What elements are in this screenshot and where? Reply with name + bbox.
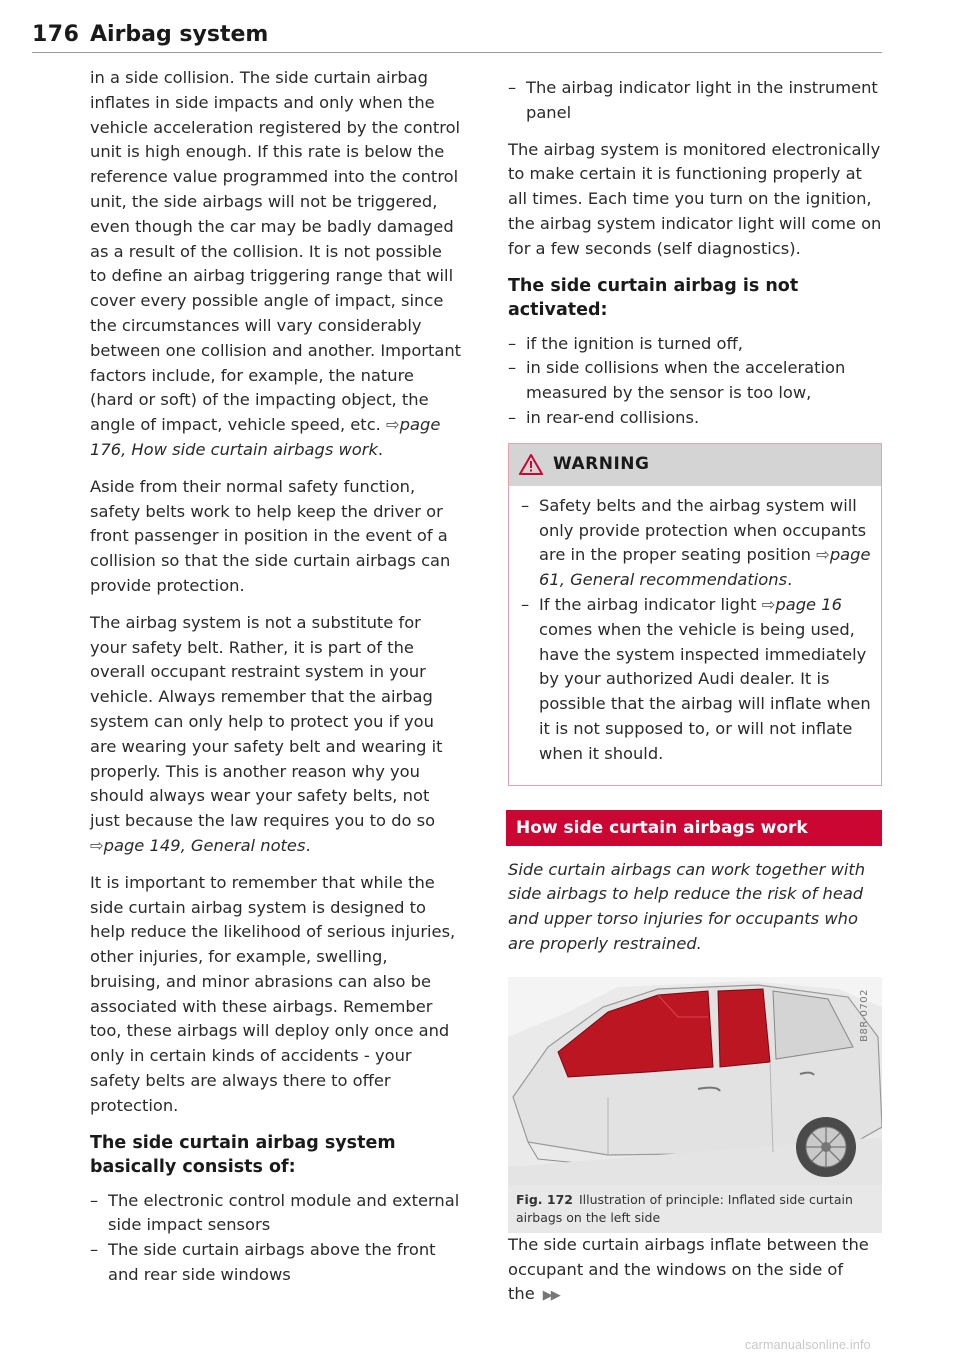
figure-code: B8R-0702 [859, 988, 871, 1042]
paragraph-side-collision: in a side collision. The side curtain airbag inflates in side impacts and only when the vehicle acceleration registered by the control unit is high enough. If this rate is below the reference value programmed into the control unit, the side airbags will not be triggered, even though the car may be badly damaged as a result of the collision. It is not possible to define an airbag triggering range that will cover every possible angle of impact, since the circumstances will vary considerably between one collision and another. Important factors include, for example, the nature (hard or soft) of the impacting object, the angle of impact, vehicle speed, etc. ⇨page 176, How side curtain airbags work. [90, 68, 462, 459]
figure-car-illustration [508, 977, 882, 1185]
list-item: – The airbag indicator light in the instrument panel [508, 76, 882, 126]
list-item: – Safety belts and the airbag system will only provide protection when occupants are in the proper seating position ⇨page 61, General recommendations. [521, 494, 871, 593]
list-item: – in side collisions when the acceleration measured by the sensor is too low, [508, 356, 882, 406]
consists-list-continued [508, 76, 882, 126]
xref-link-page-149[interactable]: page 149, General notes [103, 835, 306, 855]
lead-paragraph: Side curtain airbags can work together with side airbags to help reduce the risk of head and upper torso injuries for occupants who are properly restrained. [508, 859, 866, 953]
xref-arrow-icon: ⇨ [761, 594, 776, 614]
page-number: 176 [32, 22, 80, 47]
xref-link-page-61[interactable]: page 61, General recommendations [539, 545, 871, 590]
list-item: – in rear-end collisions. [508, 406, 882, 431]
watermark: carmanualsonline.info [745, 1338, 871, 1352]
paragraph-safety-belts: Aside from their normal safety function, safety belts work to help keep the driver or front passenger in position in the event of a collision so that the side curtain airbags can provide protection. [90, 476, 451, 595]
header-rule [32, 52, 882, 53]
not-activated-list [508, 332, 882, 431]
warning-title: WARNING [553, 454, 650, 475]
block-heading: How side curtain airbags work [506, 810, 882, 846]
xref-link-page-16[interactable]: page 16 [775, 594, 842, 614]
paragraph-inflate: The side curtain airbags inflate between the occupant and the windows on the side of the ▶▶ [508, 1234, 869, 1304]
right-column [508, 76, 882, 1321]
warning-box [508, 443, 882, 786]
paragraph-monitoring: The airbag system is monitored electronically to make certain it is functioning properly at all times. Each time you turn on the ignition, the airbag system indicator light will come on for a few seconds (self diagnostics). [508, 139, 882, 258]
list-item: – If the airbag indicator light ⇨page 16 comes when the vehicle is being used, have the system inspected immediately by your authorized Audi dealer. It is possible that the airbag will inflate when it is not supposed to, or will not inflate when it should. [521, 593, 871, 767]
not-activated-heading: The side curtain airbag is not activated: [508, 275, 799, 320]
consists-heading: The side curtain airbag system basically consists of: [90, 1132, 396, 1177]
list-item: – The side curtain airbags above the front and rear side windows [90, 1238, 462, 1288]
figure-label: Fig. 172 [516, 1191, 573, 1207]
consists-list [90, 1189, 462, 1288]
xref-link-page-176[interactable]: page 176, How side curtain airbags work [90, 415, 441, 459]
warning-header [509, 444, 881, 486]
car-side-airbag-illustration [508, 977, 882, 1185]
warning-body [509, 486, 881, 785]
warning-list [521, 494, 871, 767]
warning-triangle-icon [519, 454, 543, 475]
xref-arrow-icon: ⇨ [816, 545, 830, 565]
left-column [90, 66, 462, 1300]
continue-arrow-icon: ▶▶ [542, 1288, 559, 1304]
xref-arrow-icon: ⇨ [386, 415, 400, 435]
page-header [32, 22, 882, 52]
xref-arrow-icon: ⇨ [90, 835, 104, 855]
list-item: – The electronic control module and external side impact sensors [90, 1189, 462, 1239]
paragraph-not-substitute: The airbag system is not a substitute for your safety belt. Rather, it is part of the overall occupant restraint system in your vehicle. Always remember that the airbag system can only help to protect you if you are wearing your safety belt and wearing it properly. This is another reason why you should always wear your safety belts, not just because the law requires you to do so ⇨page 149, General notes. [90, 612, 443, 855]
paragraph-injuries: It is important to remember that while the side curtain airbag system is designed to help reduce the likelihood of serious injuries, other injuries, for example, swelling, bruising, and minor abrasions can also be associated with these airbags. Remember too, these airbags will deploy only once and only in certain kinds of accidents - your safety belts are always there to offer protection. [90, 872, 456, 1115]
figure-caption: Fig. 172 Illustration of principle: Inflated side curtain airbags on the left side [508, 1185, 882, 1233]
list-item: – if the ignition is turned off, [508, 332, 882, 357]
section-title: Airbag system [90, 22, 269, 47]
